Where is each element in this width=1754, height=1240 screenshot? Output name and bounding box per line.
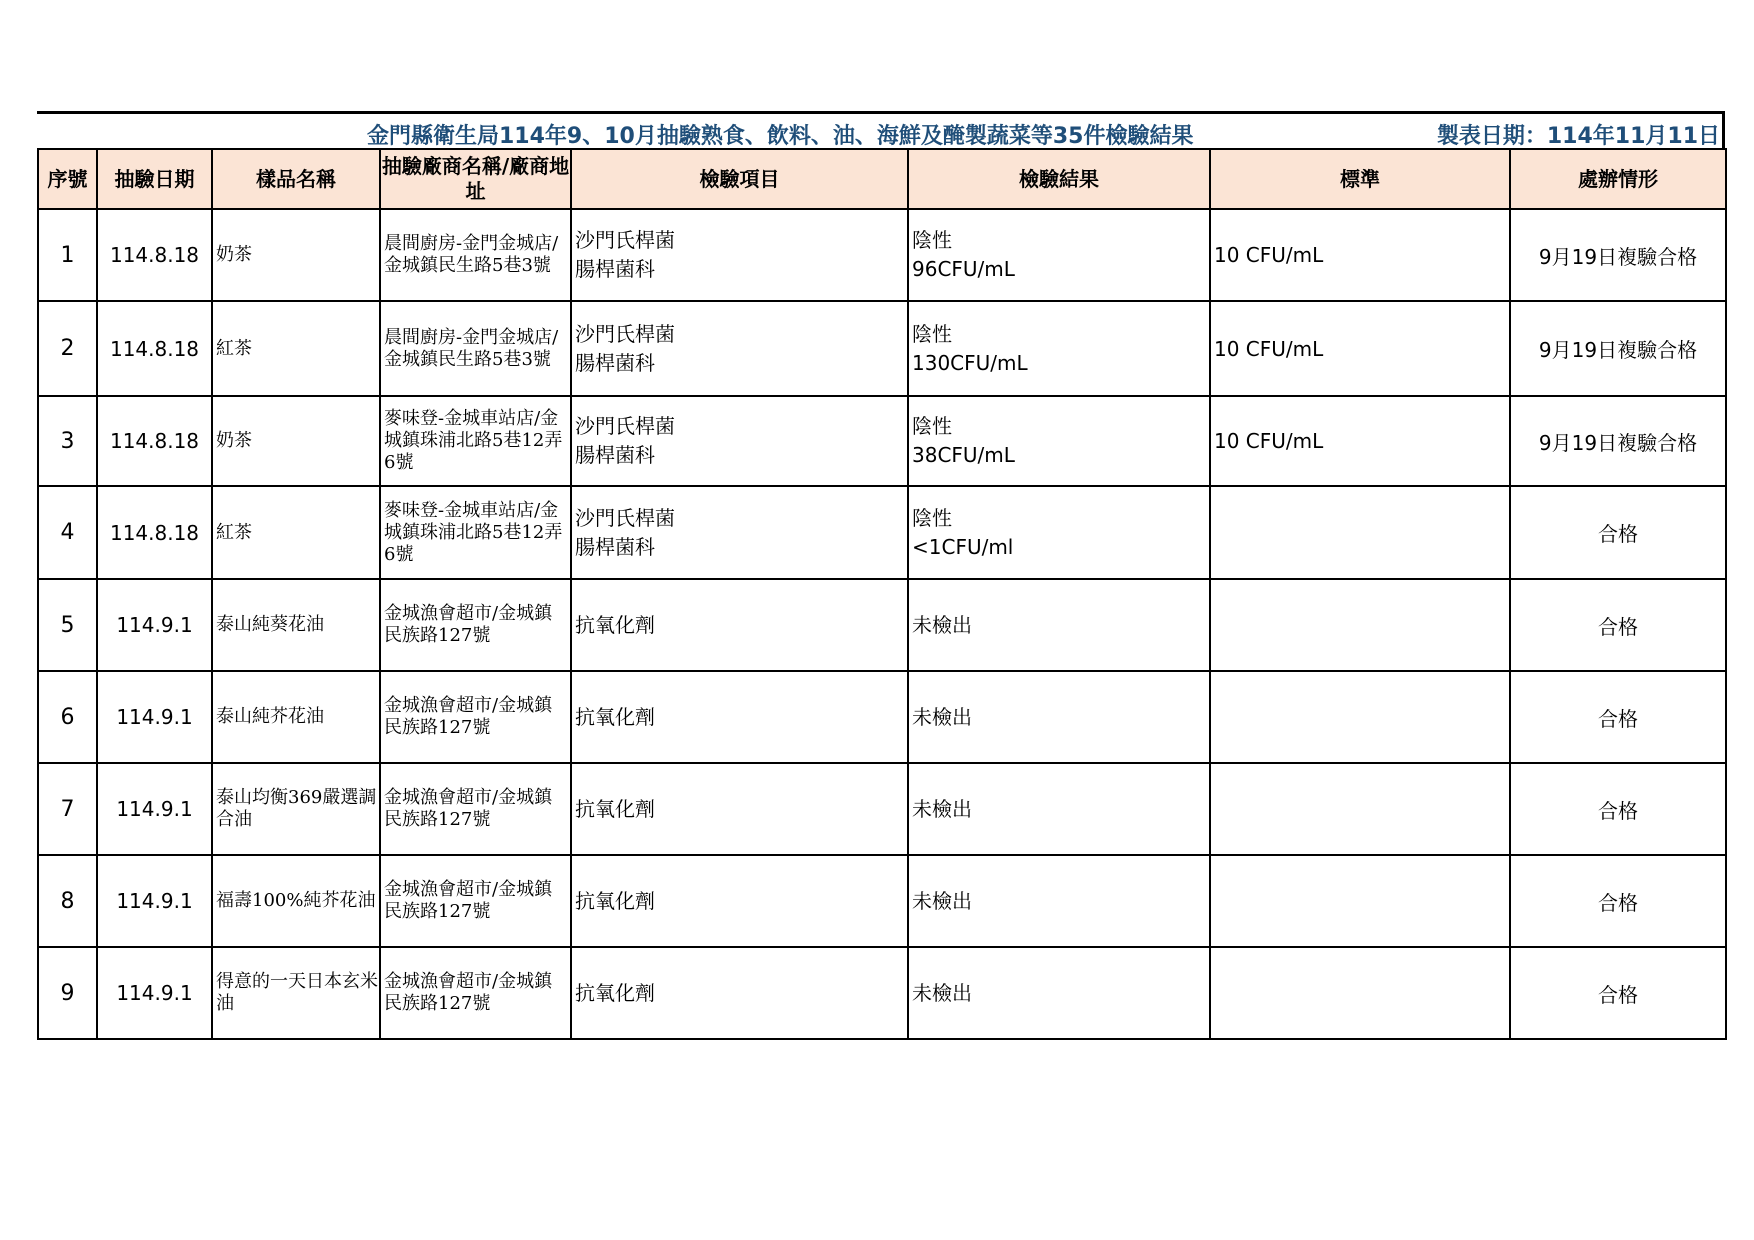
row-vendor: 金城漁會超市/金城鎮民族路127號 [380,671,571,763]
row-result [908,947,1210,1039]
row-item-line1: 抗氧化劑 [575,888,655,913]
header-standard: 標準 [1210,149,1510,209]
row-standard [1210,763,1510,855]
row-result [908,671,1210,763]
table-row [38,579,1726,671]
row-item [571,947,908,1039]
row-item [571,301,908,396]
header-sample: 樣品名稱 [212,149,380,209]
table-row [38,301,1726,396]
row-no: 4 [38,486,97,579]
table-row [38,763,1726,855]
row-result-line1: 未檢出 [912,796,972,821]
row-standard: 10 CFU/mL [1210,396,1510,486]
row-item-line2: 腸桿菌科 [575,350,655,375]
row-item-line1: 抗氧化劑 [575,612,655,637]
row-item-line1: 抗氧化劑 [575,796,655,821]
row-result-line2: 130CFU/mL [912,350,1028,375]
row-vendor: 麥味登-金城車站店/金城鎮珠浦北路5巷12弄6號 [380,396,571,486]
row-vendor: 金城漁會超市/金城鎮民族路127號 [380,855,571,947]
table-row [38,486,1726,579]
row-date: 114.8.18 [97,209,212,301]
table-row [38,396,1726,486]
row-item [571,671,908,763]
row-result [908,396,1210,486]
row-item-line1: 沙門氏桿菌 [575,321,675,346]
results-sheet [37,111,1725,1040]
row-no: 7 [38,763,97,855]
row-standard [1210,855,1510,947]
header-row [38,149,1726,209]
row-vendor: 金城漁會超市/金城鎮民族路127號 [380,947,571,1039]
row-item-line2: 腸桿菌科 [575,534,655,559]
row-vendor: 金城漁會超市/金城鎮民族路127號 [380,763,571,855]
row-no: 9 [38,947,97,1039]
row-item-line1: 沙門氏桿菌 [575,414,675,438]
row-action: 合格 [1510,947,1726,1039]
row-standard [1210,579,1510,671]
row-item [571,486,908,579]
row-standard [1210,947,1510,1039]
row-vendor: 晨間廚房-金門金城店/金城鎮民生路5巷3號 [380,301,571,396]
row-result-line1: 陰性 [912,414,952,438]
table-row [38,671,1726,763]
row-date: 114.9.1 [97,855,212,947]
row-date: 114.9.1 [97,763,212,855]
row-sample: 紅茶 [212,301,380,396]
row-sample: 泰山均衡369嚴選調合油 [212,763,380,855]
row-item-line1: 沙門氏桿菌 [575,505,675,530]
row-sample: 紅茶 [212,486,380,579]
row-action: 9月19日複驗合格 [1510,301,1726,396]
row-sample: 泰山純葵花油 [212,579,380,671]
row-standard: 10 CFU/mL [1210,209,1510,301]
row-result-line2: 38CFU/mL [912,443,1015,467]
row-item [571,579,908,671]
row-result [908,209,1210,301]
row-sample: 福壽100%純芥花油 [212,855,380,947]
row-date: 114.9.1 [97,671,212,763]
page-title: 金門縣衛生局114年9、10月抽驗熟食、飲料、油、海鮮及醃製蔬菜等35件檢驗結果 [367,124,1194,149]
row-date: 114.8.18 [97,301,212,396]
row-result-line1: 未檢出 [912,612,972,637]
row-sample: 得意的一天日本玄米油 [212,947,380,1039]
row-item-line2: 腸桿菌科 [575,443,655,467]
report-date: 製表日期：114年11月11日 [1436,124,1720,149]
row-action: 合格 [1510,763,1726,855]
row-no: 5 [38,579,97,671]
table-row [38,209,1726,301]
row-result-line1: 陰性 [912,321,952,346]
row-sample: 泰山純芥花油 [212,671,380,763]
row-action: 合格 [1510,486,1726,579]
row-item [571,763,908,855]
row-no: 2 [38,301,97,396]
row-action: 9月19日複驗合格 [1510,396,1726,486]
row-result-line1: 未檢出 [912,704,972,729]
row-item [571,209,908,301]
row-no: 8 [38,855,97,947]
row-action: 合格 [1510,671,1726,763]
row-standard [1210,486,1510,579]
row-result [908,855,1210,947]
header-no: 序號 [38,149,97,209]
row-vendor: 麥味登-金城車站店/金城鎮珠浦北路5巷12弄6號 [380,486,571,579]
header-action: 處辦情形 [1510,149,1726,209]
row-result [908,486,1210,579]
row-vendor: 金城漁會超市/金城鎮民族路127號 [380,579,571,671]
row-result-line2: 96CFU/mL [912,257,1015,281]
row-no: 6 [38,671,97,763]
row-standard [1210,671,1510,763]
row-result [908,763,1210,855]
row-result [908,579,1210,671]
row-item-line1: 抗氧化劑 [575,980,655,1005]
row-date: 114.9.1 [97,947,212,1039]
row-item-line2: 腸桿菌科 [575,257,655,281]
row-item [571,396,908,486]
row-date: 114.9.1 [97,579,212,671]
row-result-line1: 未檢出 [912,980,972,1005]
row-result-line1: 未檢出 [912,888,972,913]
row-sample: 奶茶 [212,209,380,301]
row-result-line2: <1CFU/ml [912,534,1014,559]
table-row [38,947,1726,1039]
row-result-line1: 陰性 [912,228,952,252]
row-sample: 奶茶 [212,396,380,486]
row-standard: 10 CFU/mL [1210,301,1510,396]
row-result [908,301,1210,396]
header-result: 檢驗結果 [908,149,1210,209]
row-date: 114.8.18 [97,486,212,579]
row-action: 9月19日複驗合格 [1510,209,1726,301]
row-item-line1: 抗氧化劑 [575,704,655,729]
row-action: 合格 [1510,855,1726,947]
row-date: 114.8.18 [97,396,212,486]
row-no: 1 [38,209,97,301]
row-result-line1: 陰性 [912,505,952,530]
row-action: 合格 [1510,579,1726,671]
row-item-line1: 沙門氏桿菌 [575,228,675,252]
results-table [37,148,1727,1040]
header-date: 抽驗日期 [97,149,212,209]
row-no: 3 [38,396,97,486]
row-item [571,855,908,947]
header-item: 檢驗項目 [571,149,908,209]
table-row [38,855,1726,947]
header-vendor: 抽驗廠商名稱/廠商地址 [380,149,571,209]
row-vendor: 晨間廚房-金門金城店/金城鎮民生路5巷3號 [380,209,571,301]
title-row [37,114,1725,148]
